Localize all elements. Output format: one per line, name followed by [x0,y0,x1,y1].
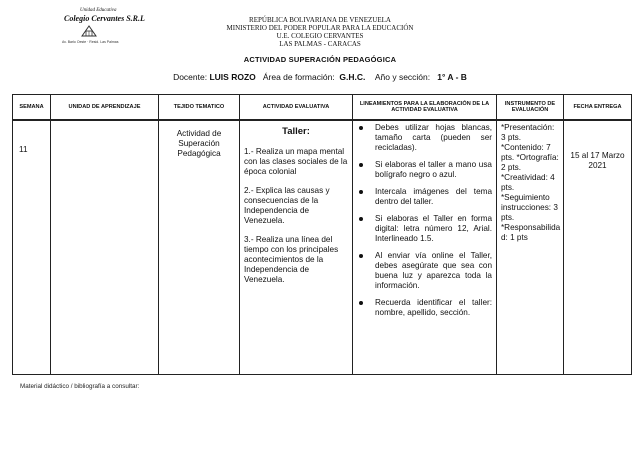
header-instrumento: INSTRUMENTO DE EVALUACIÓN [497,95,564,121]
activity-table [12,94,632,375]
guideline-text: Si elaboras el taller a mano usa bolígrafo negro o azul. [375,160,492,179]
cell-semana: 11 [13,120,51,374]
guideline-item [357,298,492,318]
area-label: Área de formación: [262,72,335,82]
guideline-text: Intercala imágenes del tema dentro del taller. [375,187,492,206]
activity-item: 3.- Realiza una línea del tiempo con los principales acontecimientos de la Independencia de Venezuela. [244,235,339,284]
activity-title: Taller: [282,126,310,137]
area-value: G.H.C. [339,72,366,82]
institution-header [190,16,450,48]
logo-subtext: Av. Barlo Oeste · Resid. Las Palmas [62,40,119,44]
header-unidad: UNIDAD DE APRENDIZAJE [51,95,159,121]
guideline-text: Recuerda identificar el taller: nombre, apellido, sección. [375,298,492,317]
activity-item: 1.- Realiza un mapa mental con las clases sociales de la época colonial [244,147,348,176]
header-line-location: LAS PALMAS - CARACAS [279,40,361,48]
header-tejido: TEJIDO TEMATICO [159,95,240,121]
bullet-icon [359,190,363,194]
header-line-school: U.E. COLEGIO CERVANTES [276,32,364,40]
header-fecha: FECHA ENTREGA [564,95,632,121]
guideline-item [357,187,492,207]
header-actividad: ACTIVIDAD EVALUATIVA [240,95,353,121]
document-title: ACTIVIDAD SUPERACIÓN PEDAGÓGICA [243,55,397,64]
footer-material: Material didáctico / bibliografía a consultar: [20,383,140,390]
table-row [13,120,632,374]
docente-label: Docente: [173,72,208,82]
cell-instrumento: *Presentación: 3 pts. *Contenido: 7 pts. *Ortografía: 2 pts. *Creatividad: 4 pts. *Seguimiento instrucciones: 3 pts. *Responsabilidad: 1 pts [497,120,564,374]
cell-unidad [51,120,159,374]
school-logo [58,6,145,48]
header-lineamientos: LINEAMIENTOS PARA LA ELABORACIÓN DE LA ACTIVIDAD EVALUATIVA [353,95,497,121]
activity-item: 2.- Explica las causas y consecuencias de la Independencia de Venezuela. [244,186,330,225]
guideline-item [357,251,492,291]
bullet-icon [359,301,363,305]
guideline-text: Debes utilizar hojas blancas, tamaño carta (pueden ser recicladas). [375,123,492,152]
anio-label: Año y sección: [374,72,431,82]
logo-name: Colegio Cervantes S.R.L [64,14,145,23]
logo-top-text: Unidad Educativa [80,8,117,13]
guideline-item [357,123,492,153]
cell-fecha: 15 al 17 Marzo 2021 [564,120,632,374]
bullet-icon [359,254,363,258]
school-emblem-icon [80,24,98,38]
header-semana: SEMANA [13,95,51,121]
guideline-item [357,214,492,244]
docente-value: LUIS ROZO [209,72,256,82]
bullet-icon [359,126,363,130]
anio-value: 1° A - B [437,72,467,82]
header-line-republic: REPÚBLICA BOLIVARIANA DE VENEZUELA [249,16,391,24]
bullet-icon [359,217,363,221]
table-header-row [13,95,632,121]
cell-lineamientos [353,120,497,374]
course-info [0,72,640,82]
header-line-ministry: MINISTERIO DEL PODER POPULAR PARA LA EDUCACIÓN [226,24,414,32]
cell-tejido: Actividad de Superación Pedagógica [159,120,240,374]
guideline-text: Si elaboras el Taller en forma digital: letra número 12, Arial. Interlineado 1.5. [375,214,492,243]
cell-actividad [240,120,353,374]
guideline-item [357,160,492,180]
bullet-icon [359,163,363,167]
guideline-text: Al enviar vía online el Taller, debes asegúrate que sea con buena luz y aparezca toda la información. [375,251,492,290]
